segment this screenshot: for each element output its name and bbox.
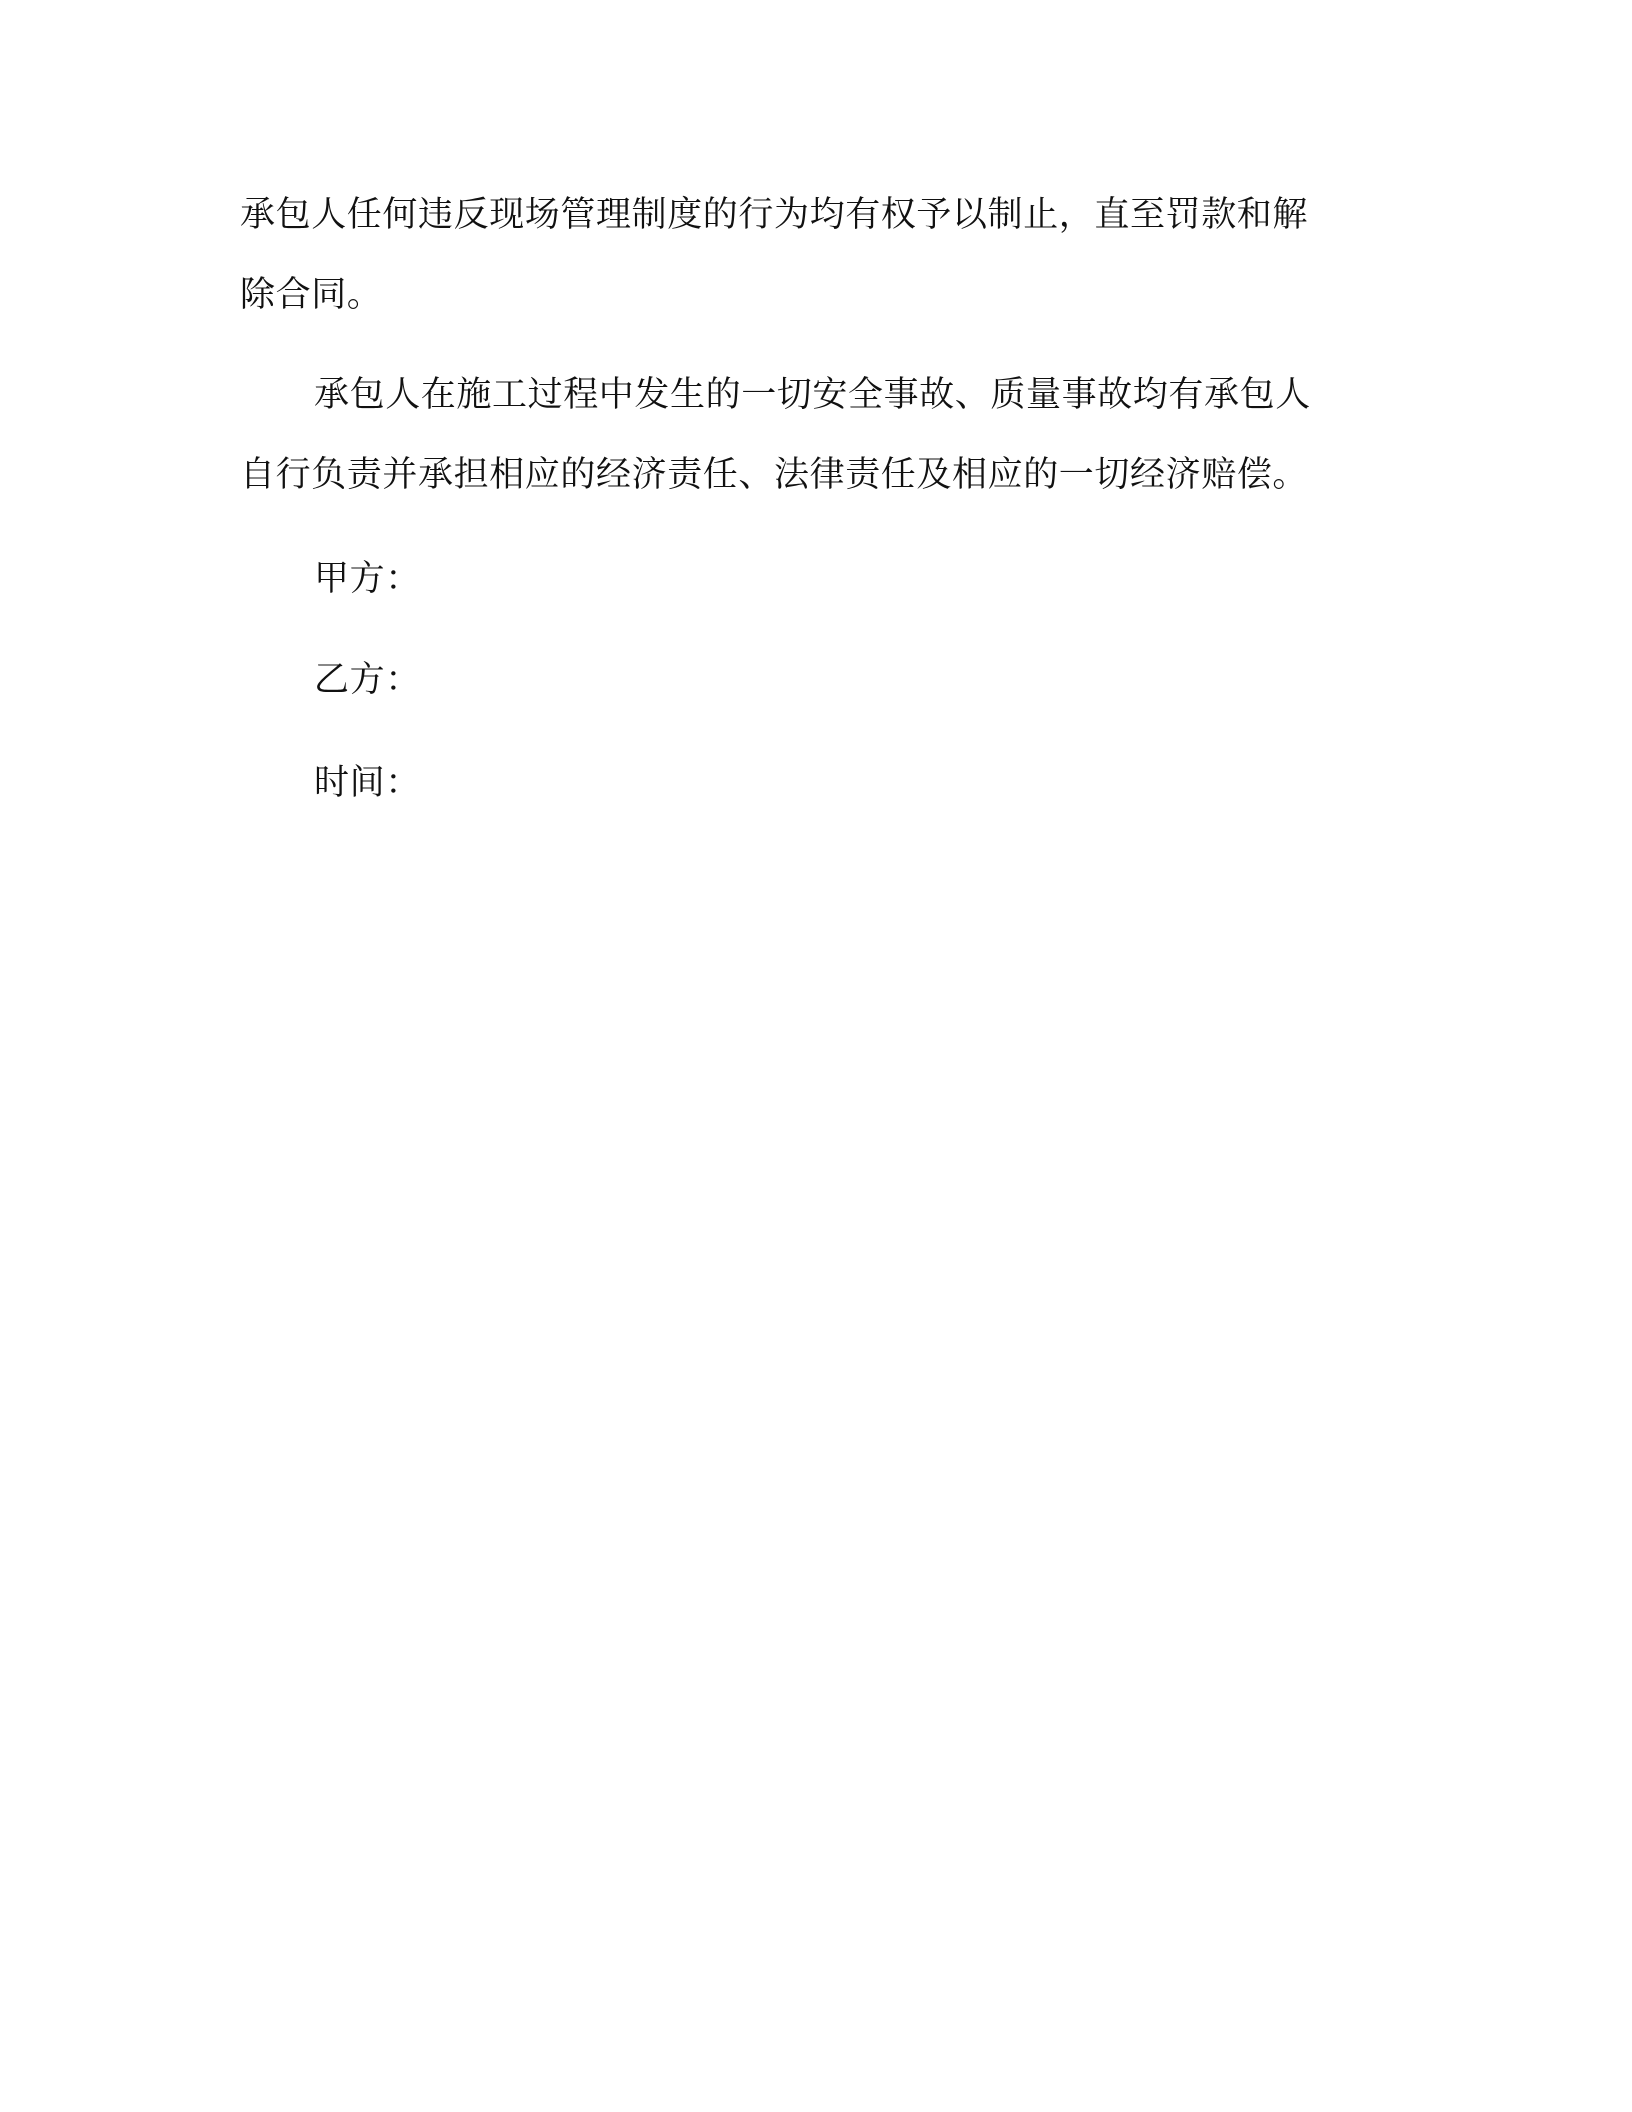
party-b-label: 乙方： [314,660,421,700]
paragraph-1-line-1: 承包人任何违反现场管理制度的行为均有权予以制止，直至罚款和解 [240,195,1309,235]
paragraph-2-line-2: 自行负责并承担相应的经济责任、法律责任及相应的一切经济赔偿。 [240,455,1309,495]
paragraph-1-line-2: 除合同。 [240,275,383,315]
date-label: 时间： [314,763,421,803]
paragraph-2-line-1: 承包人在施工过程中发生的一切安全事故、质量事故均有承包人 [314,375,1311,415]
party-a-label: 甲方： [314,559,421,599]
